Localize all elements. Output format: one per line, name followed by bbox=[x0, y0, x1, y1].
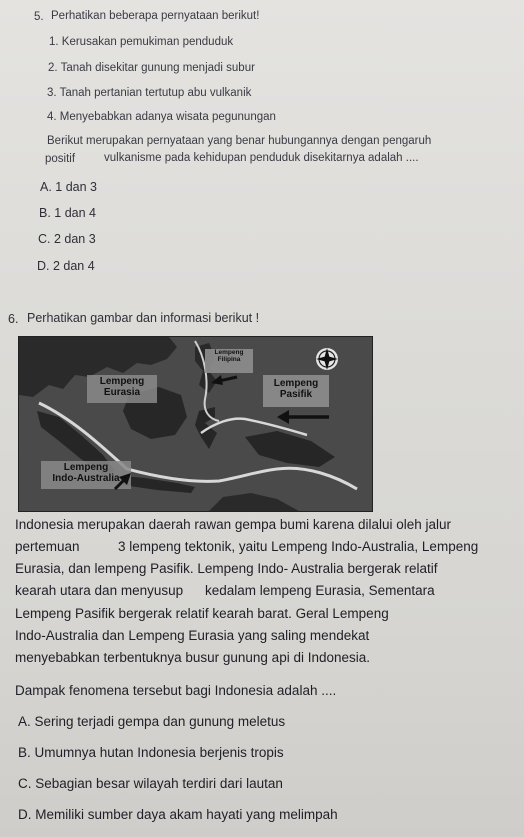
q5-statement-3: 3. Tanah pertanian tertutup abu vulkanik bbox=[47, 87, 252, 99]
q5-statement-2: 2. Tanah disekitar gunung menjadi subur bbox=[48, 62, 255, 74]
info-line-2b: 3 lempeng tektonik, yaitu Lempeng Indo-Australia, Lempeng bbox=[118, 539, 479, 554]
label-eurasia-line1: Lempeng bbox=[99, 376, 145, 387]
compass-rose-icon bbox=[316, 348, 338, 370]
info-line-6: Indo-Australia dan Lempeng Eurasia yang saling mendekat bbox=[15, 628, 370, 643]
label-lempeng-pasifik bbox=[263, 379, 329, 400]
q5-question-line2b: vulkanisme pada kehidupan penduduk disekitarnya adalah .... bbox=[104, 152, 419, 164]
q6-option-b: B. Umumnya hutan Indonesia berjenis tropis bbox=[18, 745, 284, 760]
q5-question-line2a: positif bbox=[45, 153, 76, 165]
q6-option-a: A. Sering terjadi gempa dan gunung meletus bbox=[18, 714, 286, 729]
info-line-3: Eurasia, dan lempeng Pasifik. Lempeng Indo- Australia bergerak relatif bbox=[15, 561, 438, 576]
info-line-5: Lempeng Pasifik bergerak relatif kearah barat. Geral Lempeng bbox=[15, 606, 389, 621]
label-lempeng-eurasia bbox=[87, 377, 157, 398]
q6-option-c: C. Sebagian besar wilayah terdiri dari lautan bbox=[18, 776, 283, 791]
label-pasifik-line2: Pasifik bbox=[279, 388, 313, 400]
info-line-4b: kedalam lempeng Eurasia, Sementara bbox=[205, 583, 435, 598]
label-lempeng-filipina bbox=[205, 350, 253, 364]
label-filipina-line1: Lempeng bbox=[214, 349, 244, 356]
q5-option-d: D. 2 dan 4 bbox=[37, 259, 95, 273]
tectonic-plate-map bbox=[18, 336, 373, 512]
label-lempeng-indo-australia bbox=[41, 463, 131, 484]
q6-option-d: D. Memiliki sumber daya akam hayati yang melimpah bbox=[18, 807, 338, 822]
q5-statement-4: 4. Menyebabkan adanya wisata pegunungan bbox=[47, 111, 276, 123]
q6-question: Dampak fenomena tersebut bagi Indonesia adalah .... bbox=[15, 683, 337, 698]
label-eurasia-line2: Eurasia bbox=[103, 386, 141, 398]
label-indo-australia-line1: Lempeng bbox=[63, 462, 109, 473]
label-filipina-line2: Filipina bbox=[217, 355, 241, 363]
q5-option-a: A. 1 dan 3 bbox=[40, 180, 97, 194]
q6-stem: Perhatikan gambar dan informasi berikut ! bbox=[27, 311, 260, 325]
q5-question-line1: Berikut merupakan pernyataan yang benar hubungannya dengan pengaruh bbox=[47, 135, 432, 147]
label-indo-australia-line2: Indo-Australia bbox=[52, 472, 120, 484]
info-line-7: menyebabkan terbentuknya busur gunung api di Indonesia. bbox=[15, 650, 371, 665]
info-line-2a: pertemuan bbox=[15, 539, 80, 554]
q5-option-b: B. 1 dan 4 bbox=[39, 206, 96, 220]
q6-number: 6. bbox=[8, 312, 19, 326]
q5-number: 5. bbox=[34, 11, 44, 23]
map-graphic bbox=[19, 337, 372, 511]
info-line-4a: kearah utara dan menyusup bbox=[15, 583, 184, 598]
q5-stem: Perhatikan beberapa pernyataan berikut! bbox=[51, 10, 260, 22]
label-pasifik-line1: Lempeng bbox=[273, 378, 319, 389]
q5-statement-1: 1. Kerusakan pemukiman penduduk bbox=[49, 36, 234, 48]
info-line-1: Indonesia merupakan daerah rawan gempa bumi karena dilalui oleh jalur bbox=[15, 517, 452, 532]
q5-option-c: C. 2 dan 3 bbox=[38, 232, 96, 246]
